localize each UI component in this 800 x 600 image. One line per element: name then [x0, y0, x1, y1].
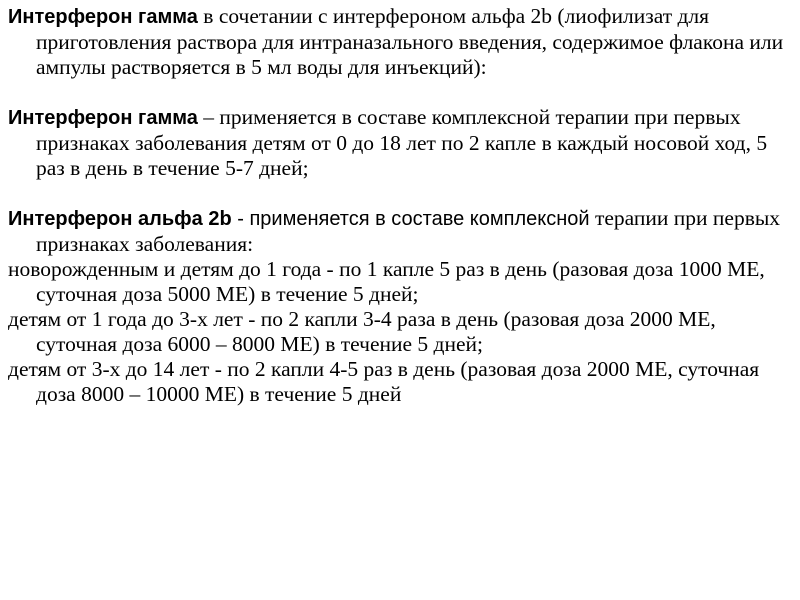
dosage-3-to-14-years [8, 357, 794, 407]
paragraph-text: новорожденным и детям до 1 года - по 1 капле 5 раз в день (разовая доза 1000 МЕ, суточная доза 5000 МЕ) в течение 5 дней; [8, 257, 765, 306]
paragraph-text: детям от 1 года до 3-х лет - по 2 капли 3-4 раза в день (разовая доза 2000 МЕ, суточная доза 6000 – 8000 МЕ) в течение 5 дней; [8, 307, 716, 356]
paragraph-interferon-gamma [8, 105, 794, 181]
drug-name-interferon-gamma: Интерферон гамма [8, 107, 198, 129]
paragraph-interferon-alfa [8, 206, 794, 257]
dosage-newborns [8, 257, 794, 307]
paragraph-text: терапии при первых признаках заболевания: [36, 206, 781, 256]
drug-name-interferon-alfa: Интерферон альфа 2b [8, 208, 232, 230]
paragraph-text: – применяется в составе комплексной терапии при первых признаках заболевания детям от 0 до 18 лет по 2 капле в каждый носовой ход, 5 раз в день в течение 5-7 дней; [36, 105, 768, 180]
paragraph-text: детям от 3-х до 14 лет - по 2 капли 4-5 раз в день (разовая доза 2000 МЕ, суточная доза 8000 – 10000 МЕ) в течение 5 дней [8, 357, 760, 406]
paragraph-combination [8, 4, 794, 80]
drug-name-interferon-gamma: Интерферон гамма [8, 6, 198, 28]
paragraph-accent-text: - применяется в составе комплексной [231, 208, 590, 230]
dosage-1-to-3-years [8, 307, 794, 357]
paragraph-text: в сочетании с интерфероном альфа 2b (лиофилизат для приготовления раствора для интраназального введения, содержимое флакона или ампулы растворяется в 5 мл воды для инъекций): [36, 4, 784, 79]
